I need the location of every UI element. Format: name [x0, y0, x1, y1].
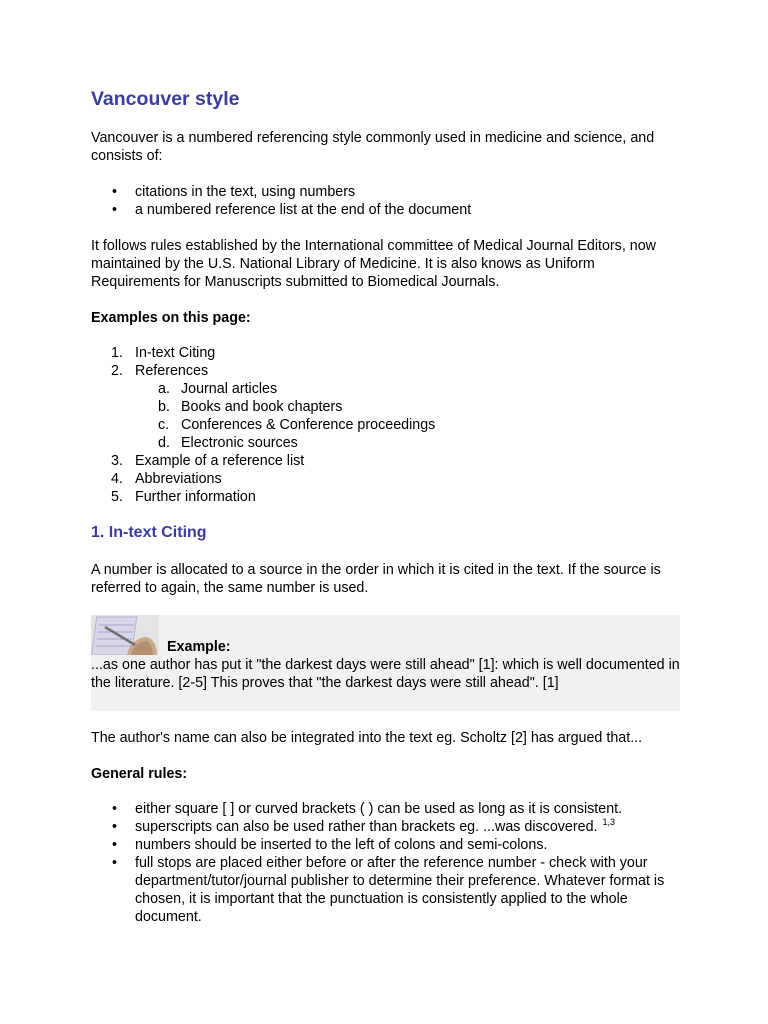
toc-subitem-electronic-sources[interactable]	[91, 434, 680, 452]
table-of-contents	[91, 344, 680, 506]
page-title: Vancouver style	[91, 88, 240, 110]
section1-paragraph: A number is allocated to a source in the order in which it is cited in the text. If the source is referred to again, the same number is used.	[91, 562, 661, 596]
toc-label: Journal articles	[181, 381, 278, 397]
toc-label: Further information	[135, 489, 256, 505]
section-heading-in-text-citing: 1. In-text Citing	[91, 524, 207, 541]
intro-bullet-list	[91, 183, 680, 219]
list-item	[91, 854, 680, 926]
toc-number: 3.	[111, 453, 123, 469]
example-label: Example:	[167, 639, 231, 655]
toc-letter: d.	[158, 435, 170, 451]
toc-item-references[interactable]	[91, 362, 680, 452]
toc-item-in-text-citing[interactable]	[91, 344, 680, 362]
toc-label: Electronic sources	[181, 435, 298, 451]
toc-label: References	[135, 363, 209, 379]
list-item	[91, 800, 680, 818]
toc-number: 1.	[111, 345, 123, 361]
toc-label: Books and book chapters	[181, 399, 343, 415]
rules-paragraph: It follows rules established by the International committee of Medical Journal Editors, now maintained by the U.S. National Library of Medicine. It is also knows as Uniform Requirements for Manuscripts submitted to Biomedical Journals.	[91, 238, 657, 290]
toc-label: Conferences & Conference proceedings	[181, 417, 436, 433]
list-item	[91, 818, 680, 836]
toc-item-abbreviations[interactable]	[91, 470, 680, 488]
rule-text: numbers should be inserted to the left of colons and semi-colons.	[135, 837, 548, 853]
toc-letter: a.	[158, 381, 170, 397]
toc-subitem-conferences[interactable]	[91, 416, 680, 434]
list-item: • citations in the text, using numbers	[91, 183, 680, 201]
list-item: • a numbered reference list at the end of the document	[91, 201, 680, 219]
general-rules-list	[91, 800, 680, 926]
toc-item-further-information[interactable]	[91, 488, 680, 506]
toc-letter: c.	[158, 417, 170, 433]
author-paragraph: The author's name can also be integrated into the text eg. Scholtz [2] has argued that...	[91, 730, 643, 746]
toc-subitem-journal-articles[interactable]	[91, 380, 680, 398]
toc-label: In-text Citing	[135, 345, 216, 361]
rule-text: superscripts can also be used rather than brackets eg. ...was discovered.	[135, 819, 598, 835]
toc-subitem-books[interactable]	[91, 398, 680, 416]
rule-text: either square [ ] or curved brackets ( ) can be used as long as it is consistent.	[135, 801, 623, 817]
general-rules-heading: General rules:	[91, 766, 188, 782]
toc-label: Example of a reference list	[135, 453, 305, 469]
toc-sublist	[135, 380, 680, 452]
list-item	[91, 836, 680, 854]
toc-label: Abbreviations	[135, 471, 222, 487]
toc-number: 5.	[111, 489, 123, 505]
examples-heading: Examples on this page:	[91, 310, 251, 326]
rule-text: full stops are placed either before or after the reference number - check with your department/tutor/journal publisher to determine their preference. Whatever format is chosen, it is important that the punctuation is consistently applied to the whole document.	[135, 855, 665, 925]
intro-paragraph: Vancouver is a numbered referencing style commonly used in medicine and science, and consists of:	[91, 130, 655, 164]
example-box	[91, 615, 680, 711]
toc-item-reference-list-example[interactable]	[91, 452, 680, 470]
toc-letter: b.	[158, 399, 170, 415]
toc-number: 4.	[111, 471, 123, 487]
superscript-citation: 1,3	[602, 817, 616, 827]
toc-number: 2.	[111, 363, 123, 379]
notepad-pencil-icon	[91, 615, 159, 655]
example-text: ...as one author has put it "the darkest days were still ahead" [1]: which is well documented in the literature. [2-5] This proves that "the darkest days were still ahead". [1]	[91, 657, 680, 691]
